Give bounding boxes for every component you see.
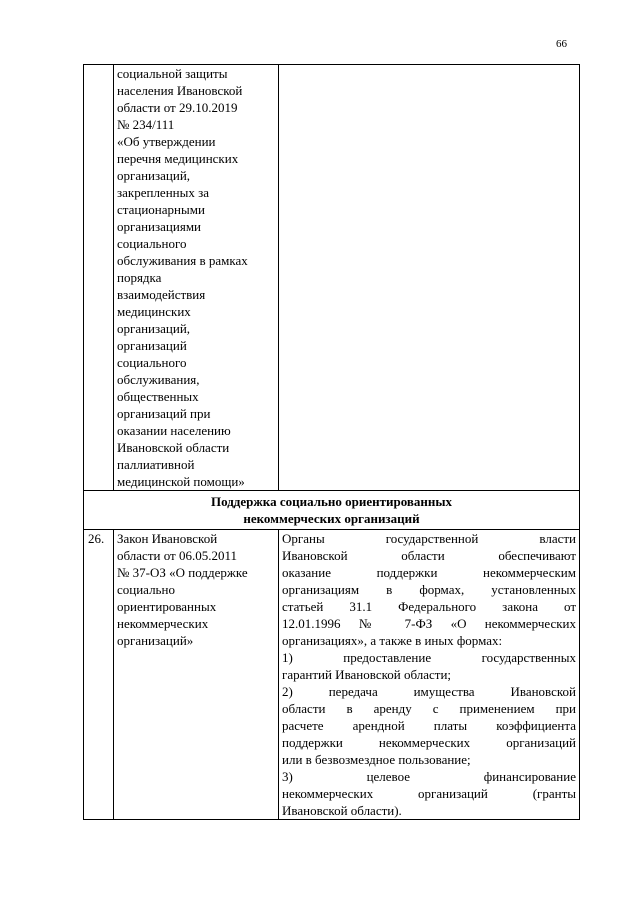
text-line: обслуживания в рамках (117, 253, 248, 268)
document-cell (114, 65, 279, 491)
text-line: взаимодействия (117, 287, 206, 302)
text-line: медицинских (117, 304, 191, 319)
text-line: гарантий Ивановской области; (282, 667, 452, 682)
text-line: 1) предоставление государственных (282, 650, 576, 665)
text-line: организаций, (117, 168, 191, 183)
text-line: порядка (117, 270, 162, 285)
text-line: некоммерческих (117, 616, 209, 631)
text-line: Ивановской области). (282, 803, 402, 818)
text-line: поддержки некоммерческих организаций (282, 735, 576, 750)
text-line: организаций» (117, 633, 194, 648)
text-line: социального (117, 236, 187, 251)
text-line: организаций, (117, 321, 191, 336)
text-line: обслуживания, (117, 372, 200, 387)
text-line: Органы государственной власти (282, 531, 576, 546)
text-line: социально (117, 582, 175, 597)
text-line: организациях», а также в иных формах: (282, 633, 503, 648)
text-line: стационарными (117, 202, 205, 217)
text-line: некоммерческих организаций (гранты (282, 786, 576, 801)
text-line: населения Ивановской (117, 83, 243, 98)
text-line: 12.01.1996 № 7-ФЗ «О некоммерческих (282, 616, 576, 631)
text-line: организаций при (117, 406, 211, 421)
legislation-table (83, 64, 580, 820)
text-line: области от 06.05.2011 (117, 548, 237, 563)
section-heading-row (84, 491, 580, 530)
row-number-cell (84, 65, 114, 491)
text-line: 2) передача имущества Ивановской (282, 684, 576, 699)
section-heading-line: Поддержка социально ориентированных (210, 494, 453, 509)
row-number-cell: 26. (84, 530, 114, 820)
text-line: или в безвозмездное пользование; (282, 752, 471, 767)
text-line: расчете арендной платы коэффициента (282, 718, 576, 733)
section-heading (84, 491, 580, 530)
description-cell (279, 530, 580, 820)
text-line: Закон Ивановской (117, 531, 218, 546)
text-line: организациям в формах, установленных (282, 582, 576, 597)
text-line: ориентированных (117, 599, 217, 614)
text-line: 3) целевое финансирование (282, 769, 576, 784)
text-line: общественных (117, 389, 199, 404)
text-line: организаций (117, 338, 187, 353)
text-line: перечня медицинских (117, 151, 239, 166)
text-line: паллиативной (117, 457, 195, 472)
document-cell (114, 530, 279, 820)
text-line: оказание поддержки некоммерческим (282, 565, 576, 580)
text-line: медицинской помощи» (117, 474, 245, 489)
page-number: 66 (556, 38, 567, 50)
text-line: области от 29.10.2019 (117, 100, 238, 115)
text-line: «Об утверждении (117, 134, 216, 149)
text-line: Ивановской области обеспечивают (282, 548, 576, 563)
text-line: закрепленных за (117, 185, 210, 200)
text-line: социальной защиты (117, 66, 228, 81)
text-line: социального (117, 355, 187, 370)
table-row-26 (84, 530, 580, 820)
text-line: оказании населению (117, 423, 231, 438)
table-row-continuation (84, 65, 580, 491)
text-line: № 234/111 (117, 117, 175, 132)
text-line: Ивановской области (117, 440, 230, 455)
text-line: области в аренду с применением при (282, 701, 576, 716)
text-line: № 37-ОЗ «О поддержке (117, 565, 248, 580)
text-line: статьей 31.1 Федерального закона от (282, 599, 576, 614)
text-line: организациями (117, 219, 201, 234)
description-cell (279, 65, 580, 491)
section-heading-line: некоммерческих организаций (243, 511, 420, 526)
